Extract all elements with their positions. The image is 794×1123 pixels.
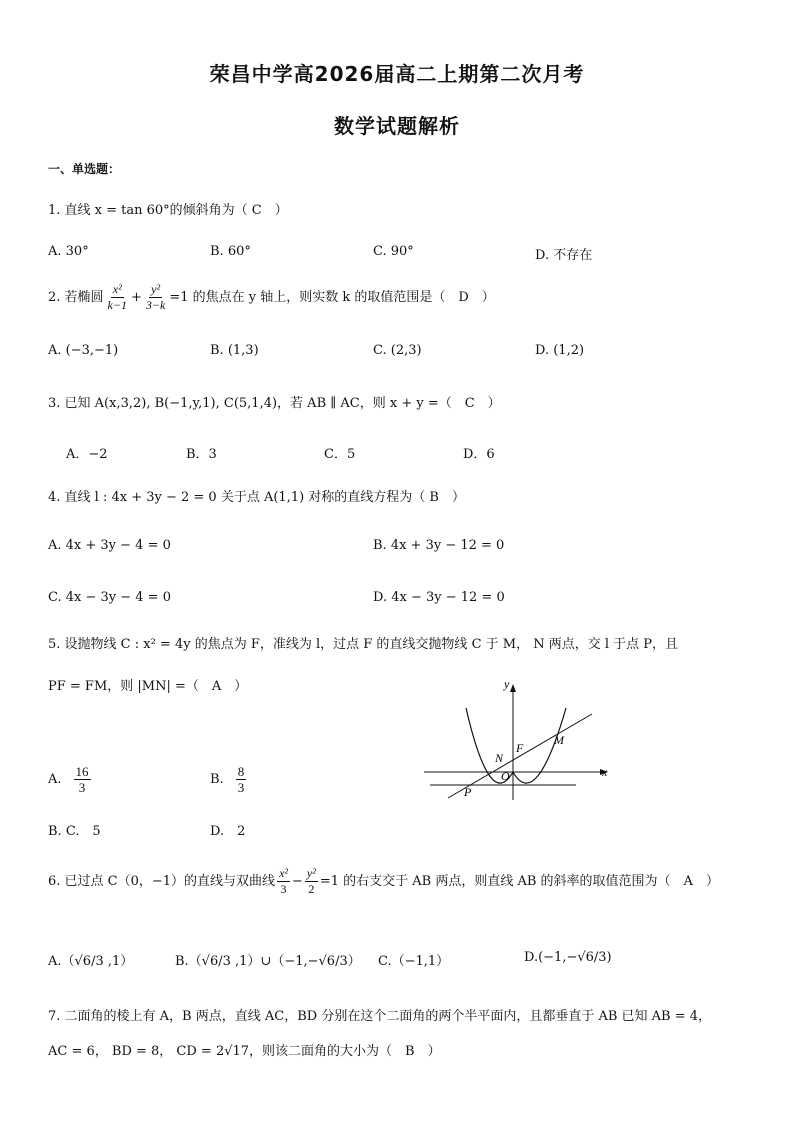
page-subtitle: 数学试题解析 (334, 114, 460, 138)
section-heading: 一、单选题： (48, 162, 121, 176)
q5-option-c: B. C. 5 (48, 824, 101, 839)
question-7-stem: 7. 二面角的棱上有 A，B 两点，直线 AC，BD 分别在这个二面角的两个半平面内，且都垂直于 AB 已知 AB = 4， (48, 1009, 712, 1024)
label-x: x (602, 765, 608, 779)
q2-frac1-num: x² (112, 282, 122, 296)
q1-option-c: C. 90° (373, 244, 414, 259)
q2-frac2-num: y² (151, 282, 161, 296)
question-1-stem: 1. 直线 x = tan 60°的倾斜角为（ C ） (48, 203, 288, 218)
q6-fraction-2 (305, 866, 318, 897)
q3-option-a: A．−2 (66, 447, 108, 462)
q5-option-b-num: 8 (237, 764, 245, 779)
q6-frac1-num: x² (279, 866, 288, 880)
q5-option-a (48, 764, 93, 795)
q5-option-b-den: 3 (237, 780, 245, 795)
q2-plus: + (130, 289, 142, 305)
q2-stem-prefix: 2. 若椭圆 (48, 289, 104, 305)
label-P: P (464, 785, 472, 799)
q6-frac1-den: 3 (280, 882, 287, 896)
q5-option-b-frac (236, 764, 247, 795)
q6-minus: − (292, 873, 303, 889)
parabola-figure (420, 672, 616, 804)
q2-option-c: C. (2,3) (373, 343, 422, 358)
q1-option-d: D. 不存在 (535, 248, 593, 263)
q3-option-c: C．5 (324, 447, 356, 462)
q5-option-a-num: 16 (75, 764, 89, 779)
q4-option-d: D. 4x − 3y − 12 = 0 (373, 590, 505, 605)
q6-fraction-1 (277, 866, 290, 897)
question-3-stem: 3. 已知 A(x,3,2), B(−1,y,1), C(5,1,4)，若 AB ∥ AC，则 x + y =（ C ） (48, 396, 501, 411)
label-O: O (501, 769, 510, 783)
q1-option-a: A. 30° (48, 244, 89, 259)
y-axis-arrow (510, 684, 516, 692)
q2-option-b: B. (1,3) (210, 343, 259, 358)
question-2-stem (48, 282, 495, 313)
q3-option-b: B．3 (186, 447, 217, 462)
q4-option-a: A. 4x + 3y − 4 = 0 (48, 538, 171, 553)
page-title: 荣昌中学高2026届高二上期第二次月考 (209, 62, 585, 86)
question-4-stem: 4. 直线 l : 4x + 3y − 2 = 0 关于点 A(1,1) 对称的直线方程为（ B ） (48, 490, 465, 505)
question-5-stem: 5. 设抛物线 C : x² = 4y 的焦点为 F，准线为 l，过点 F 的直线交抛物线 C 于 M， N 两点，交 l 于点 P，且 (48, 637, 679, 652)
q2-option-d: D. (1,2) (535, 343, 585, 358)
q4-option-b: B. 4x + 3y − 12 = 0 (373, 538, 505, 553)
q6-frac2-num: y² (306, 866, 316, 880)
q4-option-c: C. 4x − 3y − 4 = 0 (48, 590, 171, 605)
label-F: F (516, 741, 524, 755)
label-N: N (495, 751, 504, 765)
label-M: M (554, 733, 564, 747)
question-5-stem-line2: PF = FM，则 |MN| =（ A ） (48, 679, 248, 694)
q6-option-b: B.（√6/3 ,1）∪（−1,−√6/3） (175, 954, 361, 969)
question-6-stem (48, 866, 719, 897)
q5-option-a-frac (74, 764, 91, 795)
q2-frac2-den: 3−k (145, 298, 166, 312)
q1-option-b: B. 60° (210, 244, 251, 259)
q6-stem-suffix: =1 的右支交于 AB 两点，则直线 AB 的斜率的取值范围为（ A ） (319, 873, 719, 889)
q5-option-a-label: A. (48, 772, 62, 787)
q2-frac1-den: k−1 (107, 298, 127, 312)
q5-option-d: D. 2 (210, 824, 246, 839)
q6-frac2-den: 2 (308, 882, 315, 896)
q6-option-c: C.（−1,1） (378, 954, 450, 969)
q6-option-a: A.（√6/3 ,1） (48, 954, 134, 969)
question-7-stem-line2: AC = 6， BD = 8， CD = 2√17，则该二面角的大小为（ B ） (48, 1044, 441, 1059)
q2-option-a: A. (−3,−1) (48, 343, 119, 358)
q5-option-a-den: 3 (78, 780, 86, 795)
q2-fraction-1 (106, 282, 129, 313)
q2-stem-suffix: =1 的焦点在 y 轴上，则实数 k 的取值范围是（ D ） (169, 289, 495, 305)
q5-option-b (210, 764, 248, 795)
label-y: y (504, 677, 510, 691)
q6-stem-prefix: 6. 已过点 C（0，−1）的直线与双曲线 (48, 873, 276, 889)
q3-option-d: D．6 (463, 447, 495, 462)
q2-fraction-2 (144, 282, 167, 313)
q6-option-d: D.(−1,−√6/3) (524, 950, 612, 965)
q5-option-b-label: B. (210, 772, 224, 787)
